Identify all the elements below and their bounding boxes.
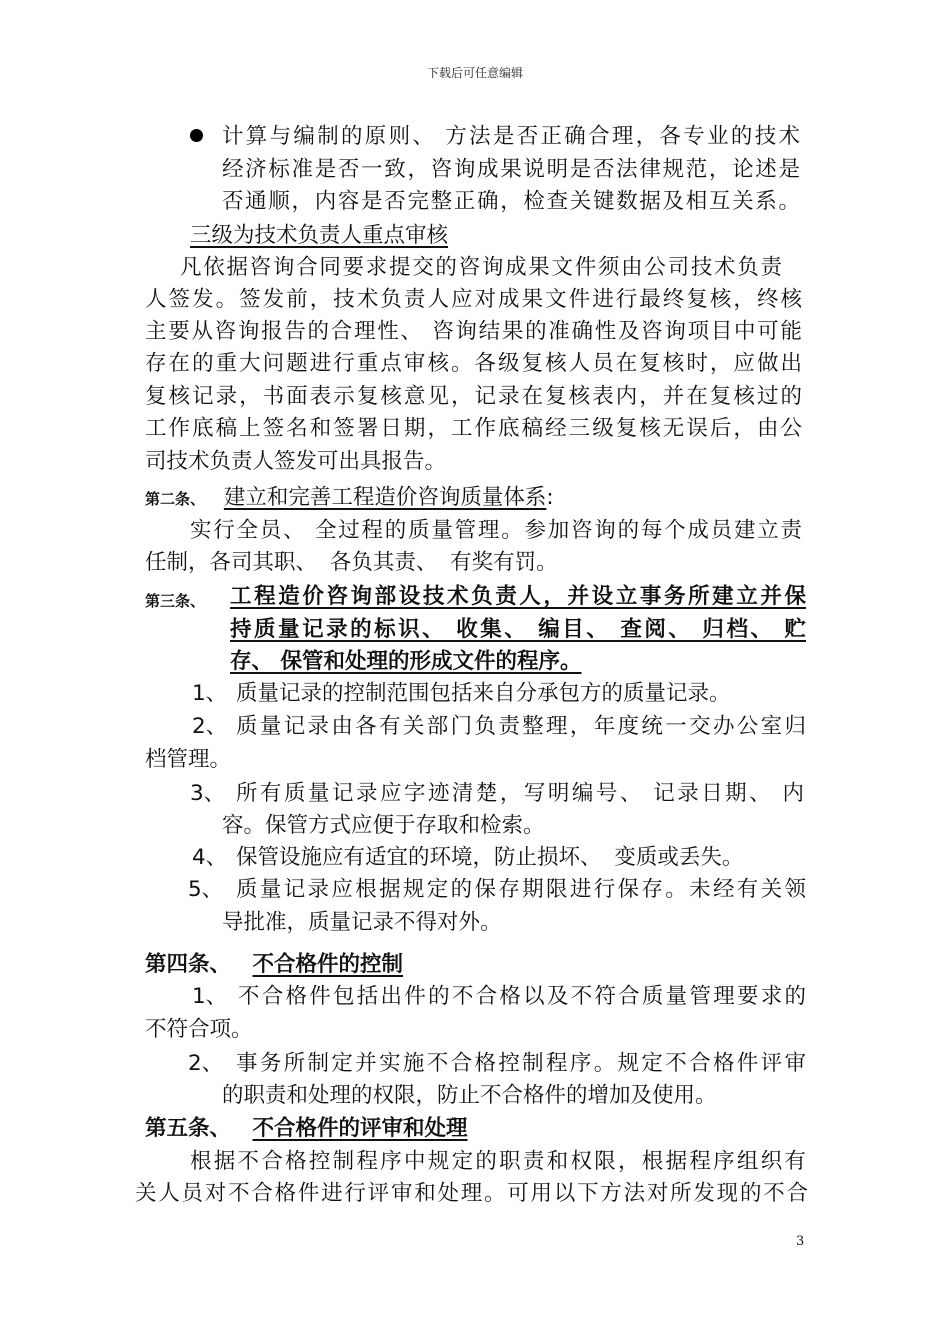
text-line: 事务所制定并实施不合格控制程序。规定不合格件评审: [236, 1051, 806, 1076]
article-label: 第三条、: [145, 592, 206, 610]
text-line: 质量记录应根据规定的保存期限进行保存。未经有关领: [236, 877, 806, 902]
page-header: 下载后可任意编辑: [426, 66, 523, 80]
text-line: 所有质量记录应字迹清楚，写明编号、 记录日期、 内: [236, 781, 804, 806]
article-2-heading: [145, 483, 554, 514]
text-line: 的职责和处理的权限，防止不合格件的增加及使用。: [222, 1083, 717, 1108]
text-line: 不符合项。: [145, 1017, 253, 1042]
article-5-heading: [145, 1114, 468, 1144]
text-line: 凡依据咨询合同要求提交的咨询成果文件须由公司技术负责: [180, 255, 782, 280]
text-line: 复核记录，书面表示复核意见，记录在复核表内，并在复核过的: [145, 384, 802, 409]
bullet-icon: [190, 129, 203, 142]
text-line: 司技术负责人签发可出具报告。: [145, 449, 447, 474]
item-number: 5、: [188, 877, 224, 902]
text-line: 关人员对不合格件进行评审和处理。可用以下方法对所发现的不合: [135, 1181, 808, 1206]
page-number: 3: [796, 1234, 805, 1249]
article-label: 第四条、: [145, 952, 232, 977]
text-line: 经济标准是否一致，咨询成果说明是否法律规范，论述是: [222, 157, 800, 182]
article-4-heading: [145, 950, 403, 980]
article-label: 第二条、: [145, 490, 206, 508]
text-line: 质量记录由各有关部门负责整理，年度统一交办公室归: [236, 714, 806, 739]
text-line: 质量记录的控制范围包括来自分承包方的质量记录。: [236, 681, 731, 706]
item-number: 2、: [192, 714, 228, 739]
text-line: 导批准，质量记录不得对外。: [222, 910, 502, 935]
article-label: 第五条、: [145, 1116, 232, 1141]
item-number: 2、: [188, 1051, 224, 1076]
text-line: 主要从咨询报告的合理性、 咨询结果的准确性及咨询项目中可能: [145, 319, 802, 344]
item-number: 1、: [192, 681, 228, 706]
article-title: 不合格件的评审和处理: [252, 1116, 468, 1141]
article-title: 工程造价咨询部设技术负责人，并设立事务所建立并保: [230, 584, 806, 609]
text-line: 保管设施应有适宜的环境，防止损坏、 变质或丢失。: [236, 845, 744, 870]
text-line: 容。保管方式应便于存取和检索。: [222, 813, 545, 838]
text-line: 存在的重大问题进行重点审核。各级复核人员在复核时，应做出: [145, 351, 802, 376]
text-line: 否通顺，内容是否完整正确，检查关键数据及相互关系。: [222, 189, 800, 214]
article-title: 持质量记录的标识、 收集、 编目、 查阅、 归档、 贮: [230, 617, 806, 642]
text-line: 计算与编制的原则、 方法是否正确合理，各专业的技术: [222, 124, 800, 149]
item-number: 3、: [190, 781, 226, 806]
text-line: 任制，各司其职、 各负其责、 有奖有罚。: [145, 550, 558, 575]
item-number: 1、: [192, 984, 228, 1009]
colon: :: [546, 485, 554, 510]
article-title: 不合格件的控制: [252, 952, 404, 977]
text-line: 工作底稿上签名和签署日期，工作底稿经三级复核无误后，由公: [145, 416, 802, 441]
article-title: 存、 保管和处理的形成文件的程序。: [230, 649, 582, 674]
text-line: 实行全员、 全过程的质量管理。参加咨询的每个成员建立责: [190, 518, 802, 543]
text-line: 不合格件包括出件的不合格以及不符合质量管理要求的: [238, 984, 806, 1009]
text-line: 档管理。: [145, 747, 232, 772]
item-number: 4、: [192, 845, 228, 870]
text-line: 根据不合格控制程序中规定的职责和权限，根据程序组织有: [190, 1149, 806, 1174]
text-line: 人签发。签发前，技术负责人应对成果文件进行最终复核，终核: [145, 287, 802, 312]
article-title: 建立和完善工程造价咨询质量体系: [223, 485, 547, 510]
level3-heading: 三级为技术负责人重点审核: [190, 223, 449, 248]
